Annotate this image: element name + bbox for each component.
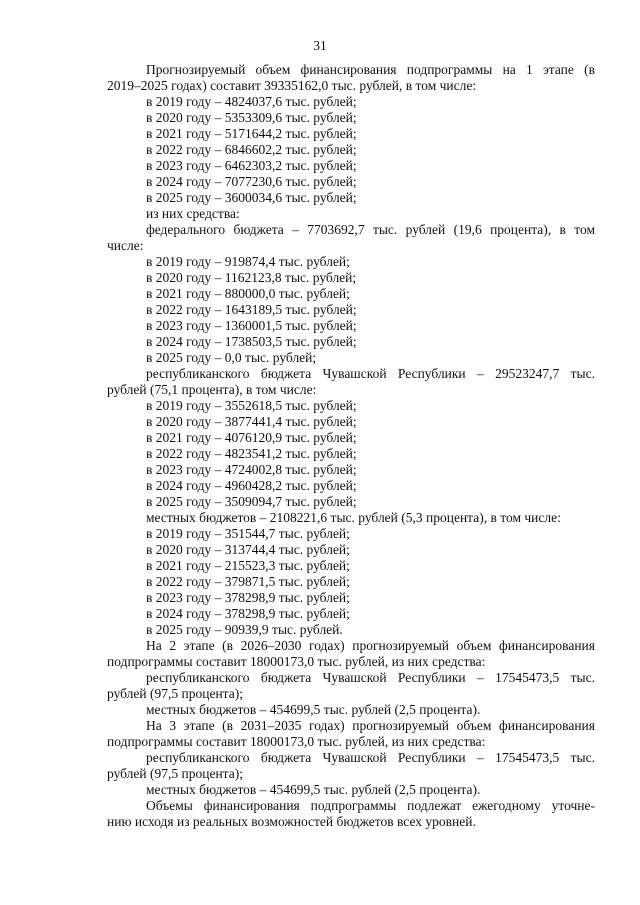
text-line: в 2022 году – 1643189,5 тыс. рублей;	[146, 302, 357, 317]
text-line: федерального бюджета – 7703692,7 тыс. рублей (19,6 процента), в том	[146, 222, 595, 237]
text-line: в 2020 году – 3877441,4 тыс. рублей;	[146, 414, 357, 429]
text-line: республиканского бюджета Чувашской Республики – 29523247,7 тыс.	[146, 366, 595, 381]
text-line: в 2024 году – 378298,9 тыс. рублей;	[146, 606, 350, 621]
text-line: рублей (75,1 процента), в том числе:	[107, 382, 317, 397]
text-line: в 2022 году – 6846602,2 тыс. рублей;	[146, 142, 357, 157]
text-line: в 2021 году – 4076120,9 тыс. рублей;	[146, 430, 357, 445]
text-line: в 2025 году – 90939,9 тыс. рублей.	[146, 622, 343, 637]
text-line: в 2021 году – 880000,0 тыс. рублей;	[146, 286, 350, 301]
text-line: из них средства:	[146, 206, 240, 221]
text-line: в 2020 году – 5353309,6 тыс. рублей;	[146, 110, 357, 125]
text-line: в 2022 году – 379871,5 тыс. рублей;	[146, 574, 350, 589]
text-line: Объемы финансирования подпрограммы подлежат ежегодному уточне-	[146, 798, 595, 813]
text-line: республиканского бюджета Чувашской Республики – 17545473,5 тыс.	[146, 670, 595, 685]
text-line: местных бюджетов – 454699,5 тыс. рублей (2,5 процента).	[146, 702, 481, 717]
text-line: рублей (97,5 процента);	[107, 766, 243, 781]
text-line: в 2025 году – 0,0 тыс. рублей;	[146, 350, 317, 365]
text-line: На 3 этапе (в 2031–2035 годах) прогнозируемый объем финансирования	[146, 718, 595, 733]
text-line: в 2020 году – 1162123,8 тыс. рублей;	[146, 270, 357, 285]
text-line: в 2023 году – 378298,9 тыс. рублей;	[146, 590, 350, 605]
text-line: в 2023 году – 4724002,8 тыс. рублей;	[146, 462, 357, 477]
text-line: в 2019 году – 4824037,6 тыс. рублей;	[146, 94, 357, 109]
text-line: в 2023 году – 6462303,2 тыс. рублей;	[146, 158, 357, 173]
text-line: нию исходя из реальных возможностей бюджетов всех уровней.	[107, 814, 476, 829]
document-body	[107, 62, 595, 830]
text-line: в 2023 году – 1360001,5 тыс. рублей;	[146, 318, 357, 333]
page-number: 31	[313, 38, 327, 53]
text-line: в 2024 году – 7077230,6 тыс. рублей;	[146, 174, 357, 189]
text-line: в 2025 году – 3600034,6 тыс. рублей;	[146, 190, 357, 205]
text-line: местных бюджетов – 454699,5 тыс. рублей (2,5 процента).	[146, 782, 481, 797]
text-line: в 2024 году – 4960428,2 тыс. рублей;	[146, 478, 357, 493]
text-line: подпрограммы составит 18000173,0 тыс. рублей, из них средства:	[107, 654, 486, 669]
text-line: рублей (97,5 процента);	[107, 686, 243, 701]
text-line: местных бюджетов – 2108221,6 тыс. рублей (5,3 процента), в том числе:	[146, 510, 561, 525]
text-line: в 2021 году – 215523,3 тыс. рублей;	[146, 558, 350, 573]
text-line: в 2021 году – 5171644,2 тыс. рублей;	[146, 126, 357, 141]
text-line: Прогнозируемый объем финансирования подпрограммы на 1 этапе (в	[146, 62, 595, 77]
text-line: в 2020 году – 313744,4 тыс. рублей;	[146, 542, 350, 557]
text-line: в 2019 году – 919874,4 тыс. рублей;	[146, 254, 350, 269]
text-line: подпрограммы составит 18000173,0 тыс. рублей, из них средства:	[107, 734, 486, 749]
text-line: На 2 этапе (в 2026–2030 годах) прогнозируемый объем финансирования	[146, 638, 595, 653]
text-line: республиканского бюджета Чувашской Республики – 17545473,5 тыс.	[146, 750, 595, 765]
text-line: в 2019 году – 3552618,5 тыс. рублей;	[146, 398, 357, 413]
text-line: в 2025 году – 3509094,7 тыс. рублей;	[146, 494, 357, 509]
text-line: 2019–2025 годах) составит 39335162,0 тыс. рублей, в том числе:	[107, 78, 477, 93]
text-line: в 2024 году – 1738503,5 тыс. рублей;	[146, 334, 357, 349]
text-line: числе:	[107, 238, 144, 253]
text-line: в 2022 году – 4823541,2 тыс. рублей;	[146, 446, 357, 461]
text-line: в 2019 году – 351544,7 тыс. рублей;	[146, 526, 350, 541]
